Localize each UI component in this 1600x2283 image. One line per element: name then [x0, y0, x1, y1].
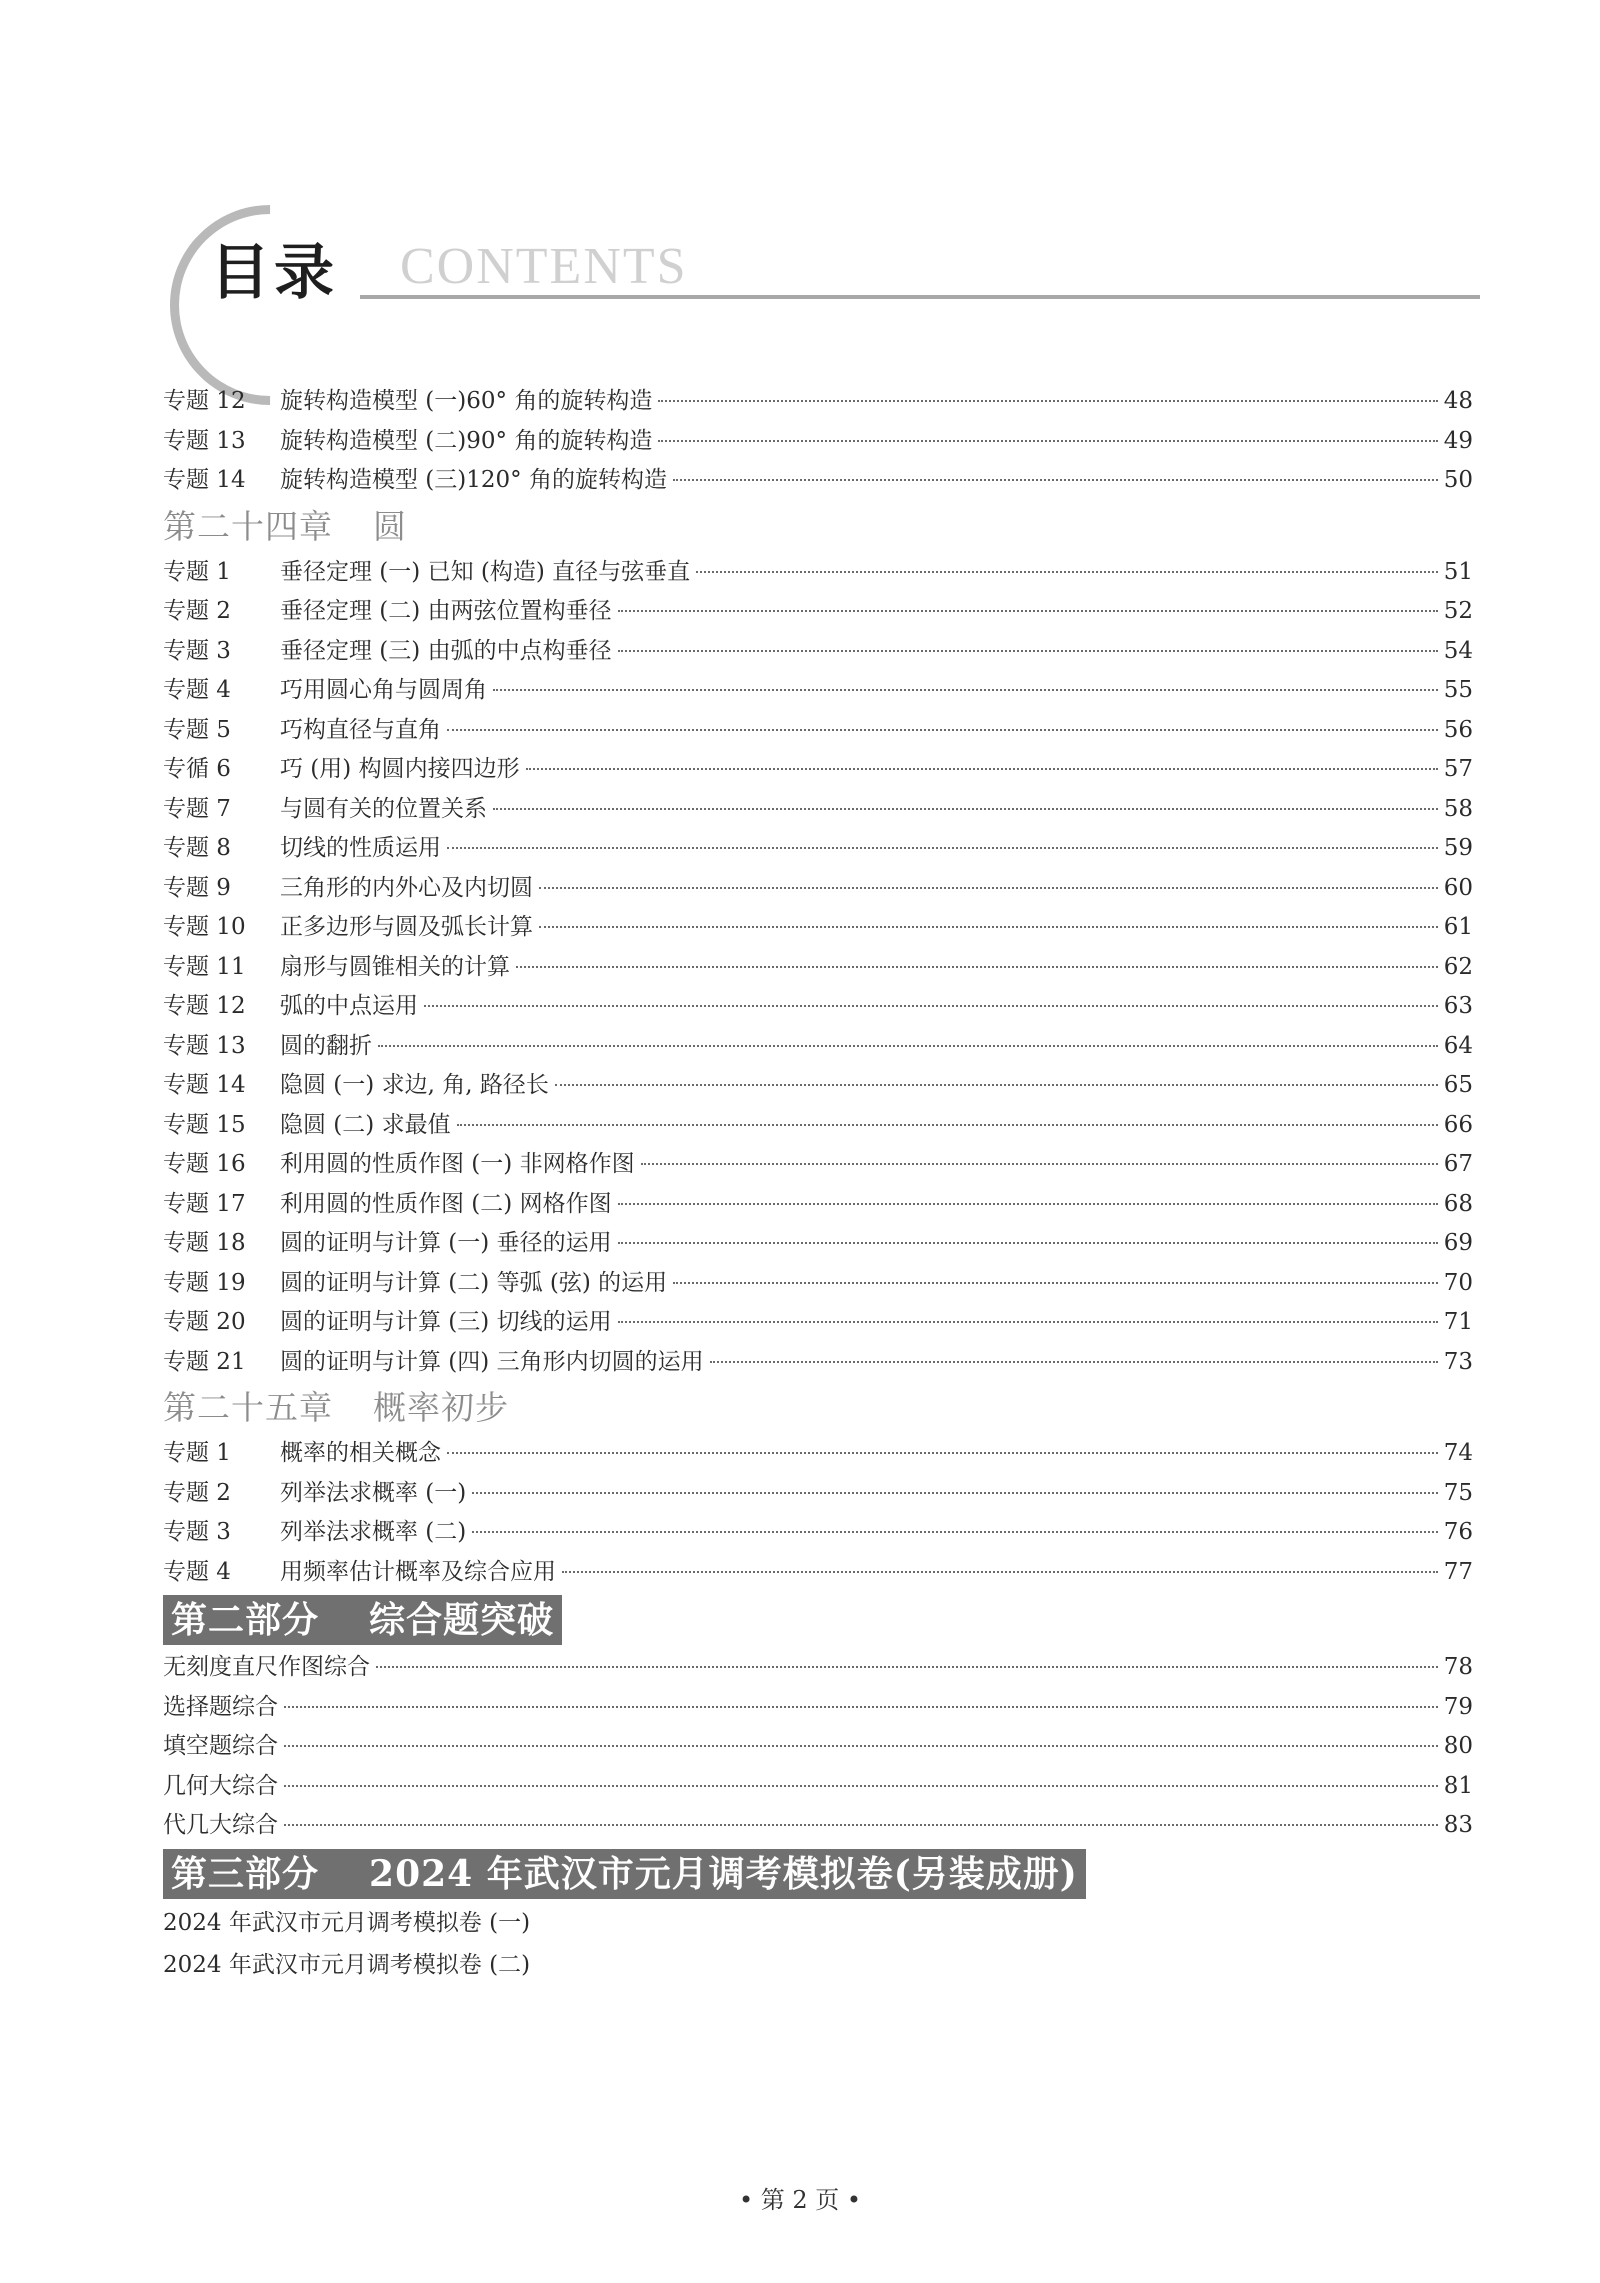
topic-title: 无刻度直尺作图综合	[163, 1654, 370, 1680]
dot-leader	[539, 926, 1438, 928]
topic-title: 填空题综合	[163, 1733, 278, 1759]
topic-code: 专题 10	[163, 914, 246, 940]
page-number-ref: 63	[1443, 993, 1473, 1019]
topic-code: 专题 16	[163, 1151, 246, 1177]
toc-entry[interactable]	[163, 1648, 1473, 1688]
topic-title: 垂径定理 (一) 已知 (构造) 直径与弦垂直	[280, 558, 691, 585]
toc-entry[interactable]	[163, 632, 1473, 672]
chapter-label: 第二十四章	[163, 506, 333, 546]
topic-code: 专题 3	[163, 637, 231, 664]
topic-code: 专题 1	[163, 558, 231, 585]
page-number-ref: 78	[1443, 1654, 1473, 1680]
toc-entry[interactable]	[163, 1264, 1473, 1304]
topic-title: 隐圆 (二) 求最值	[280, 1111, 451, 1138]
toc-entry[interactable]	[163, 1513, 1473, 1553]
dot-leader	[618, 1203, 1438, 1205]
topic-title: 旋转构造模型 (三)120° 角的旋转构造	[280, 467, 667, 493]
topic-title: 三角形的内外心及内切圆	[280, 874, 533, 901]
dot-leader	[284, 1785, 1438, 1787]
header-rule	[360, 295, 1480, 299]
toc-entry[interactable]	[163, 1474, 1473, 1514]
topic-title: 列举法求概率 (二)	[280, 1519, 467, 1545]
toc-entry[interactable]	[163, 461, 1473, 501]
topic-title: 旋转构造模型 (二)90° 角的旋转构造	[280, 427, 653, 454]
toc-entry[interactable]	[163, 671, 1473, 711]
topic-title: 代几大综合	[163, 1812, 278, 1838]
topic-code: 专题 20	[163, 1309, 246, 1335]
topic-code: 专题 9	[163, 874, 231, 901]
page-number-ref: 80	[1443, 1733, 1473, 1759]
page-number-ref: 65	[1443, 1072, 1473, 1098]
page-number-ref: 64	[1443, 1032, 1473, 1059]
topic-code: 专题 2	[163, 598, 231, 624]
topic-title: 与圆有关的位置关系	[280, 795, 487, 822]
toc-entry[interactable]	[163, 1027, 1473, 1067]
dot-leader	[376, 1666, 1438, 1668]
topic-code: 专题 4	[163, 677, 231, 703]
topic-title: 概率的相关概念	[280, 1440, 441, 1466]
toc-entry[interactable]	[163, 553, 1473, 593]
page-number-ref: 75	[1443, 1479, 1473, 1506]
topic-title: 隐圆 (一) 求边, 角, 路径长	[280, 1072, 549, 1098]
part-label: 第三部分	[171, 1852, 320, 1895]
dot-leader	[457, 1124, 1438, 1126]
topic-code: 专循 6	[163, 756, 231, 782]
part-band	[163, 1849, 1086, 1899]
dot-leader	[424, 1005, 1438, 1007]
topic-code: 专题 14	[163, 1072, 246, 1098]
part-heading	[163, 1592, 1473, 1648]
part-label: 第二部分	[171, 1599, 320, 1641]
topic-title: 几何大综合	[163, 1772, 278, 1799]
dot-leader	[284, 1706, 1438, 1708]
dot-leader	[641, 1163, 1438, 1165]
toc-entry[interactable]	[163, 1343, 1473, 1383]
dot-leader	[562, 1571, 1438, 1573]
chapter-name: 圆	[373, 506, 407, 546]
toc-entry[interactable]	[163, 1145, 1473, 1185]
page-number-ref: 70	[1443, 1269, 1473, 1296]
chapter-name: 概率初步	[373, 1388, 509, 1427]
dot-leader	[710, 1361, 1438, 1363]
dot-leader	[526, 768, 1438, 770]
part-band	[163, 1595, 562, 1645]
table-of-contents	[163, 382, 1473, 1986]
topic-code: 专题 11	[163, 953, 246, 980]
dot-leader	[516, 966, 1438, 968]
page-number-ref: 51	[1443, 558, 1473, 585]
topic-code: 专题 15	[163, 1111, 246, 1138]
topic-code: 专题 18	[163, 1230, 246, 1256]
topic-code: 专题 13	[163, 1032, 246, 1059]
page-number-ref: 76	[1443, 1519, 1473, 1545]
dot-leader	[673, 479, 1438, 481]
toc-entry[interactable]	[163, 1434, 1473, 1474]
topic-code: 专题 13	[163, 427, 246, 454]
contents-header	[160, 195, 1480, 395]
dot-leader	[539, 887, 1438, 889]
toc-entry[interactable]	[163, 1303, 1473, 1343]
dot-leader	[447, 1452, 1438, 1454]
dot-leader	[447, 847, 1438, 849]
topic-title: 垂径定理 (三) 由弧的中点构垂径	[280, 637, 612, 664]
topic-title: 巧 (用) 构圆内接四边形	[280, 756, 520, 782]
topic-title: 列举法求概率 (一)	[280, 1479, 467, 1506]
part-name: 2024 年武汉市元月调考模拟卷(另装成册)	[369, 1852, 1078, 1895]
page-number-ref: 48	[1443, 388, 1473, 414]
topic-code: 专题 4	[163, 1558, 231, 1585]
part-name: 综合题突破	[369, 1599, 555, 1641]
page-number-ref: 71	[1443, 1309, 1473, 1335]
toc-entry[interactable]	[163, 1224, 1473, 1264]
chapter-heading	[163, 501, 1473, 553]
toc-entry[interactable]	[163, 1727, 1473, 1767]
toc-entry[interactable]	[163, 829, 1473, 869]
topic-title: 切线的性质运用	[280, 835, 441, 861]
toc-entry[interactable]	[163, 592, 1473, 632]
toc-entry[interactable]	[163, 948, 1473, 988]
topic-title: 垂径定理 (二) 由两弦位置构垂径	[280, 598, 612, 624]
dot-leader	[284, 1745, 1438, 1747]
page-number-ref: 83	[1443, 1812, 1473, 1838]
toc-entry[interactable]	[163, 382, 1473, 422]
page-number-ref: 60	[1443, 874, 1473, 901]
plain-entry[interactable]: 2024 年武汉市元月调考模拟卷 (一)	[163, 1909, 531, 1936]
dot-leader	[493, 808, 1438, 810]
page-number-ref: 69	[1443, 1230, 1473, 1256]
dot-leader	[658, 440, 1437, 442]
dot-leader	[472, 1492, 1437, 1494]
toc-entry[interactable]	[163, 1106, 1473, 1146]
topic-code: 专题 5	[163, 716, 231, 743]
plain-entry[interactable]: 2024 年武汉市元月调考模拟卷 (二)	[163, 1951, 531, 1978]
topic-title: 弧的中点运用	[280, 993, 418, 1019]
page-title: 目录	[210, 238, 338, 308]
page-number-ref: 61	[1443, 914, 1473, 940]
page-number-ref: 57	[1443, 756, 1473, 782]
dot-leader	[378, 1045, 1438, 1047]
toc-entry[interactable]	[163, 750, 1473, 790]
page-number-ref: 56	[1443, 716, 1473, 743]
toc-entry[interactable]	[163, 1806, 1473, 1846]
page-number-ref: 73	[1443, 1348, 1473, 1375]
topic-title: 圆的证明与计算 (二) 等弧 (弦) 的运用	[280, 1269, 668, 1296]
dot-leader	[696, 571, 1438, 573]
topic-title: 圆的证明与计算 (四) 三角形内切圆的运用	[280, 1348, 704, 1375]
toc-entry[interactable]	[163, 422, 1473, 462]
toc-entry[interactable]	[163, 987, 1473, 1027]
topic-code: 专题 21	[163, 1348, 246, 1375]
topic-title: 圆的翻折	[280, 1032, 372, 1059]
dot-leader	[555, 1084, 1438, 1086]
toc-entry[interactable]	[163, 1066, 1473, 1106]
page-number: • 第 2 页 •	[738, 2186, 862, 2214]
topic-title: 利用圆的性质作图 (二) 网格作图	[280, 1190, 612, 1217]
dot-leader	[618, 1242, 1438, 1244]
toc-entry[interactable]	[163, 1767, 1473, 1807]
page-number-ref: 59	[1443, 835, 1473, 861]
page-number-ref: 74	[1443, 1440, 1473, 1466]
topic-title: 正多边形与圆及弧长计算	[280, 914, 533, 940]
toc-entry[interactable]	[163, 908, 1473, 948]
topic-title: 圆的证明与计算 (三) 切线的运用	[280, 1309, 612, 1335]
page-number-ref: 62	[1443, 953, 1473, 980]
topic-code: 专题 8	[163, 835, 231, 861]
topic-code: 专题 2	[163, 1479, 231, 1506]
part-heading	[163, 1846, 1473, 1902]
dot-leader	[618, 1321, 1438, 1323]
topic-code: 专题 12	[163, 388, 246, 414]
toc-entry[interactable]	[163, 711, 1473, 751]
page-number-ref: 54	[1443, 637, 1473, 664]
dot-leader	[673, 1282, 1438, 1284]
topic-code: 专题 1	[163, 1440, 231, 1466]
page-number-ref: 52	[1443, 598, 1473, 624]
dot-leader	[618, 650, 1438, 652]
toc-entry[interactable]	[163, 790, 1473, 830]
toc-entry[interactable]	[163, 1185, 1473, 1225]
topic-title: 圆的证明与计算 (一) 垂径的运用	[280, 1230, 612, 1256]
page-number-ref: 79	[1443, 1693, 1473, 1720]
page-number-ref: 49	[1443, 427, 1473, 454]
dot-leader	[493, 689, 1438, 691]
page-number-ref: 68	[1443, 1190, 1473, 1217]
topic-title: 巧用圆心角与圆周角	[280, 677, 487, 703]
page-number-ref: 55	[1443, 677, 1473, 703]
toc-entry[interactable]	[163, 1688, 1473, 1728]
topic-code: 专题 3	[163, 1519, 231, 1545]
page-number-ref: 58	[1443, 795, 1473, 822]
dot-leader	[472, 1531, 1437, 1533]
topic-title: 扇形与圆锥相关的计算	[280, 953, 510, 980]
topic-code: 专题 12	[163, 993, 246, 1019]
topic-code: 专题 7	[163, 795, 231, 822]
topic-title: 选择题综合	[163, 1693, 278, 1720]
page-number-ref: 77	[1443, 1558, 1473, 1585]
topic-code: 专题 14	[163, 467, 246, 493]
page-number-ref: 50	[1443, 467, 1473, 493]
page-number-ref: 67	[1443, 1151, 1473, 1177]
topic-code: 专题 17	[163, 1190, 246, 1217]
dot-leader	[447, 729, 1438, 731]
dot-leader	[284, 1824, 1438, 1826]
topic-title: 用频率估计概率及综合应用	[280, 1558, 556, 1585]
topic-title: 旋转构造模型 (一)60° 角的旋转构造	[280, 388, 653, 414]
dot-leader	[658, 400, 1437, 402]
dot-leader	[618, 610, 1438, 612]
topic-title: 利用圆的性质作图 (一) 非网格作图	[280, 1151, 635, 1177]
toc-entry[interactable]	[163, 869, 1473, 909]
page-number-ref: 81	[1443, 1772, 1473, 1799]
chapter-label: 第二十五章	[163, 1388, 333, 1427]
topic-code: 专题 19	[163, 1269, 246, 1296]
page-subtitle: CONTENTS	[400, 238, 688, 295]
topic-title: 巧构直径与直角	[280, 716, 441, 743]
toc-entry[interactable]	[163, 1553, 1473, 1593]
page-number-ref: 66	[1443, 1111, 1473, 1138]
chapter-heading	[163, 1382, 1473, 1434]
